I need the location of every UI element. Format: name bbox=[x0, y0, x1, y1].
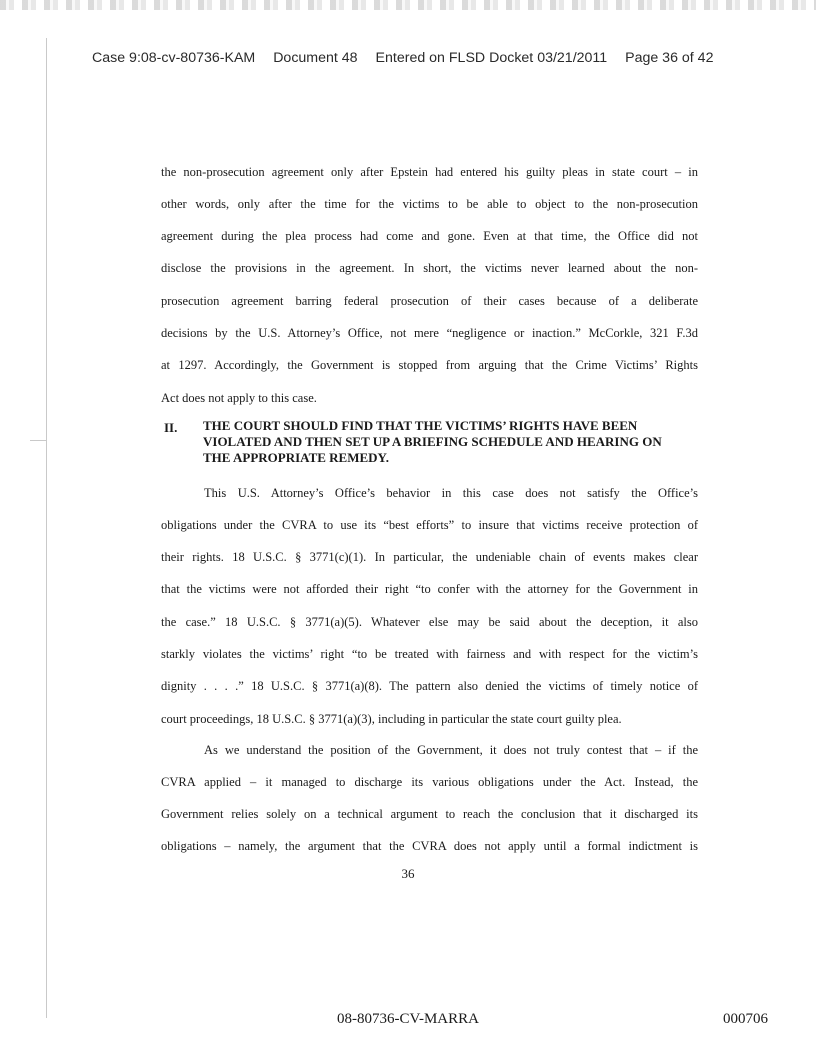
page-number: 36 bbox=[401, 866, 415, 881]
text-line: their rights. 18 U.S.C. § 3771(c)(1). In particular, the undeniable chain of events makes clear bbox=[161, 550, 698, 564]
heading-line: THE COURT SHOULD FIND THAT THE VICTIMS’ RIGHTS HAVE BEEN bbox=[203, 418, 638, 433]
text-line: the non-prosecution agreement only after Epstein had entered his guilty pleas in state court – in bbox=[161, 165, 698, 179]
scan-margin-tick bbox=[30, 440, 46, 441]
text-line: obligations under the CVRA to use its “best efforts” to insure that victims receive protection of bbox=[161, 518, 698, 532]
text-line: CVRA applied – it managed to discharge its various obligations under the Act. Instead, the bbox=[161, 775, 698, 789]
document-number: Document 48 bbox=[273, 50, 358, 66]
heading-line: VIOLATED AND THEN SET UP A BRIEFING SCHEDULE AND HEARING ON bbox=[203, 434, 662, 449]
text-line: decisions by the U.S. Attorney’s Office, not mere “negligence or inaction.” McCorkle, 321 F.3d bbox=[161, 326, 698, 340]
text-line: other words, only after the time for the victims to be able to object to the non-prosecution bbox=[161, 197, 698, 211]
page-count: Page 36 of 42 bbox=[625, 50, 714, 66]
text-line: This U.S. Attorney’s Office’s behavior in this case does not satisfy the Office’s bbox=[204, 486, 698, 500]
section-heading bbox=[203, 418, 703, 466]
footer-case-id: 08-80736-CV-MARRA bbox=[337, 1011, 479, 1027]
case-number: Case 9:08-cv-80736-KAM bbox=[92, 50, 256, 66]
text-line: As we understand the position of the Government, it does not truly contest that – if the bbox=[204, 743, 698, 757]
text-line: Act does not apply to this case. bbox=[161, 391, 317, 405]
text-line: agreement during the plea process had come and gone. Even at that time, the Office did not bbox=[161, 229, 698, 243]
docket-entry-date: Entered on FLSD Docket 03/21/2011 bbox=[375, 50, 608, 66]
text-line: Government relies solely on a technical argument to reach the conclusion that it discharged its bbox=[161, 807, 698, 821]
text-line: starkly violates the victims’ right “to be treated with fairness and with respect for the victim’s bbox=[161, 647, 698, 661]
docket-header bbox=[92, 50, 772, 66]
text-line: the case.” 18 U.S.C. § 3771(a)(5). Whatever else may be said about the deception, it also bbox=[161, 615, 698, 629]
text-line: disclose the provisions in the agreement. In short, the victims never learned about the non- bbox=[161, 261, 698, 275]
text-line: at 1297. Accordingly, the Government is stopped from arguing that the Crime Victims’ Rights bbox=[161, 358, 698, 372]
text-line: obligations – namely, the argument that the CVRA does not apply until a formal indictment is bbox=[161, 839, 698, 853]
scan-artifact-top bbox=[0, 0, 816, 10]
footer-bates-number: 000706 bbox=[723, 1011, 768, 1027]
text-line: court proceedings, 18 U.S.C. § 3771(a)(3), including in particular the state court guilty plea. bbox=[161, 712, 622, 726]
section-number: II. bbox=[164, 420, 178, 435]
text-line: that the victims were not afforded their right “to confer with the attorney for the Government in bbox=[161, 582, 698, 596]
heading-line: THE APPROPRIATE REMEDY. bbox=[203, 450, 389, 465]
text-line: prosecution agreement barring federal prosecution of their cases because of a deliberate bbox=[161, 294, 698, 308]
text-line: dignity . . . .” 18 U.S.C. § 3771(a)(8). The pattern also denied the victims of timely notice of bbox=[161, 679, 698, 693]
